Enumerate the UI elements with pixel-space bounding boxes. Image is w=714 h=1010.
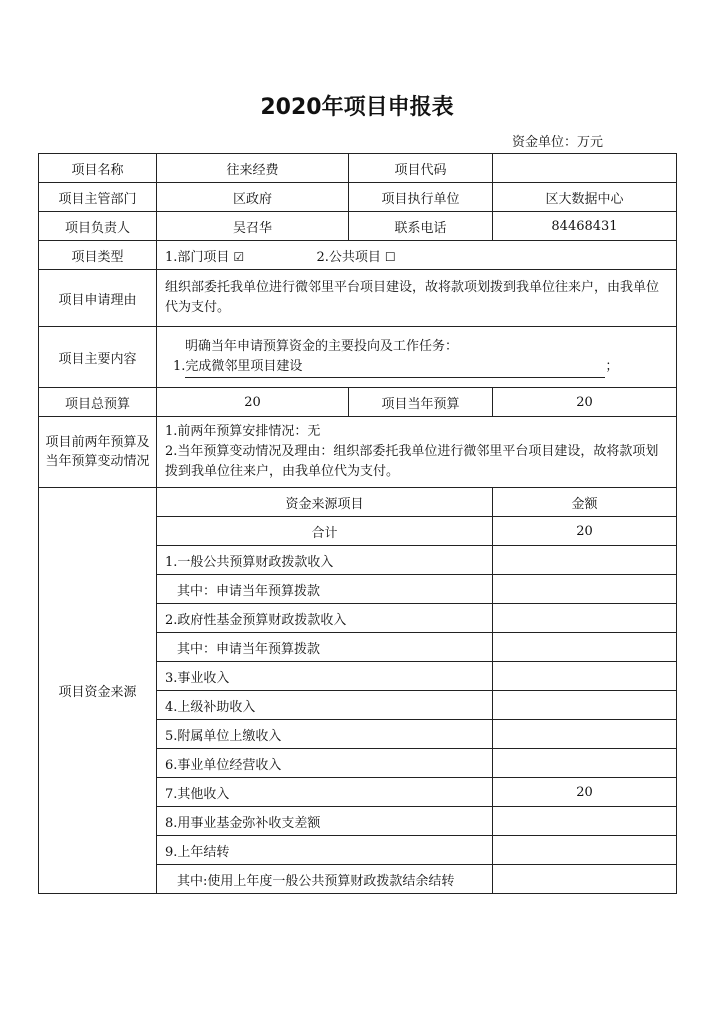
- funding-item-amount: [493, 749, 677, 778]
- funding-item-label: 其中:使用上年度一般公共预算财政拨款结余结转: [157, 865, 493, 894]
- funding-item-label: 3.事业收入: [157, 662, 493, 691]
- funding-item-label: 合计: [157, 517, 493, 546]
- type-option-dept: 1.部门项目: [165, 249, 230, 265]
- exec-unit-label: 项目执行单位: [349, 183, 493, 212]
- budget-change-label: 项目前两年预算及当年预算变动情况: [39, 417, 157, 488]
- funding-source-label: 项目资金来源: [39, 488, 157, 894]
- owner-value: 吴召华: [157, 212, 349, 241]
- total-budget-label: 项目总预算: [39, 388, 157, 417]
- funding-header-row: [39, 488, 677, 517]
- page-title: 2020年项目申报表: [260, 95, 454, 120]
- dept-value: 区政府: [157, 183, 349, 212]
- budget-change-line-1: 1.前两年预算安排情况：无: [165, 424, 321, 439]
- budget-change-line-2: 2.当年预算变动情况及理由：组织部委托我单位进行微邻里平台项目建设，故将款项划拨到我单位往来户，由我单位代为支付。: [165, 444, 659, 479]
- funding-item-amount: [493, 604, 677, 633]
- funding-item-label: 其中：申请当年预算拨款: [157, 633, 493, 662]
- project-code-label: 项目代码: [349, 154, 493, 183]
- application-form-table: [38, 153, 677, 894]
- project-name-value: 往来经费: [157, 154, 349, 183]
- row-budget: [39, 388, 677, 417]
- unchecked-box-icon[interactable]: ☐: [384, 249, 396, 264]
- unit-note: 资金单位：万元: [512, 135, 604, 150]
- type-label: 项目类型: [39, 241, 157, 270]
- funding-item-header: 资金来源项目: [157, 488, 493, 517]
- funding-item-label: 9.上年结转: [157, 836, 493, 865]
- content-item-number: 1.: [173, 358, 186, 374]
- funding-item-label: 4.上级补助收入: [157, 691, 493, 720]
- funding-item-label: 2.政府性基金预算财政拨款收入: [157, 604, 493, 633]
- funding-item-amount: [493, 662, 677, 691]
- funding-item-label: 6.事业单位经营收入: [157, 749, 493, 778]
- total-budget-value: 20: [157, 388, 349, 417]
- type-options: [157, 241, 677, 270]
- funding-item-label: 其中：申请当年预算拨款: [157, 575, 493, 604]
- phone-label: 联系电话: [349, 212, 493, 241]
- row-owner: [39, 212, 677, 241]
- exec-unit-value: 区大数据中心: [493, 183, 677, 212]
- owner-label: 项目负责人: [39, 212, 157, 241]
- funding-item-amount: 20: [493, 517, 677, 546]
- budget-change-cell: [157, 417, 677, 488]
- checked-box-icon[interactable]: ☑: [233, 249, 245, 264]
- content-item-value: 完成微邻里项目建设: [185, 357, 605, 378]
- funding-item-amount: [493, 720, 677, 749]
- funding-item-amount: [493, 633, 677, 662]
- funding-item-label: 7.其他收入: [157, 778, 493, 807]
- content-item-suffix: ；: [605, 358, 619, 374]
- funding-amount-header: 金额: [493, 488, 677, 517]
- funding-item-amount: [493, 865, 677, 894]
- reason-value: 组织部委托我单位进行微邻里平台项目建设，故将款项划拨到我单位往来户，由我单位代为支付。: [157, 270, 677, 327]
- dept-label: 项目主管部门: [39, 183, 157, 212]
- row-budget-change: [39, 417, 677, 488]
- funding-item-label: 1.一般公共预算财政拨款收入: [157, 546, 493, 575]
- row-content: [39, 327, 677, 388]
- content-cell: [157, 327, 677, 388]
- funding-item-label: 5.附属单位上缴收入: [157, 720, 493, 749]
- funding-item-amount: 20: [493, 778, 677, 807]
- year-budget-value: 20: [493, 388, 677, 417]
- reason-label: 项目申请理由: [39, 270, 157, 327]
- row-project-name: [39, 154, 677, 183]
- funding-item-label: 8.用事业基金弥补收支差额: [157, 807, 493, 836]
- project-code-value: [493, 154, 677, 183]
- funding-item-amount: [493, 836, 677, 865]
- project-name-label: 项目名称: [39, 154, 157, 183]
- content-label: 项目主要内容: [39, 327, 157, 388]
- funding-item-amount: [493, 691, 677, 720]
- funding-item-amount: [493, 575, 677, 604]
- content-line-1: 明确当年申请预算资金的主要投向及工作任务：: [185, 338, 459, 354]
- type-option-public: 2.公共项目: [316, 249, 381, 265]
- phone-value: 84468431: [493, 212, 677, 241]
- funding-item-amount: [493, 546, 677, 575]
- row-department: [39, 183, 677, 212]
- funding-item-amount: [493, 807, 677, 836]
- row-project-type: [39, 241, 677, 270]
- content-line-2: [165, 357, 668, 378]
- row-reason: [39, 270, 677, 327]
- year-budget-label: 项目当年预算: [349, 388, 493, 417]
